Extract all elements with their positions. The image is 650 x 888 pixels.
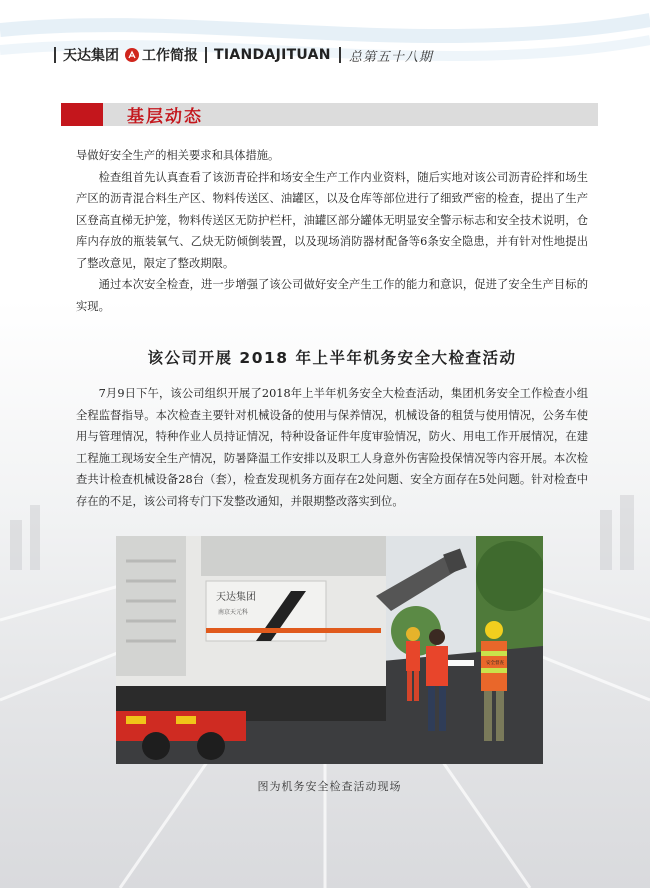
section-accent-block <box>61 103 103 126</box>
article1-body <box>76 145 588 317</box>
article1-paragraph: 通过本次安全检查，进一步增强了该公司做好安全产生工作的能力和意识，促进了安全生产目标的实现。 <box>76 278 588 313</box>
page-header <box>54 40 433 70</box>
article1-paragraph: 检查组首先认真查看了该沥青砼拌和场安全生产工作内业资料，随后实地对该公司沥青砼拌和场生产区的沥青混合料生产区、物料传送区、油罐区，以及仓库等部位进行了细致严密的检查，提出了生产区登高直梯无护笼，物料传送区无防护栏杆，油罐区部分罐体无明显安全警示标志和安全技术说明，仓库内存放的瓶装氧气、乙炔无防倾倒装置，以及现场消防器材配备等6条安全隐患，并有针对性地提出了整改意见，限定了整改期限。 <box>76 170 588 270</box>
article2-title: 该公司开展 2018 年上半年机务安全大检查活动 <box>147 349 517 367</box>
vest-label: 安全督查 <box>486 661 504 666</box>
brief-name: 工作简报 <box>142 48 198 64</box>
header-divider <box>205 47 207 63</box>
section-title: 基层动态 <box>127 107 203 127</box>
latin-name: TIANDAJITUAN <box>214 47 331 63</box>
header-divider <box>339 47 341 63</box>
machine-label-1: 天达集团 <box>216 592 256 603</box>
section-heading-bar <box>61 103 598 126</box>
header-divider <box>54 47 56 63</box>
article2-paragraph: 7月9日下午，该公司组织开展了2018年上半年机务安全大检查活动，集团机务安全工作检查小组全程监督指导。本次检查主要针对机械设备的使用与保养情况，机械设备的租赁与使用情况，公务车使用与管理情况，特种作业人员持证情况，特种设备证件年度审验情况，防火、用电工作开展情况，在建工程施工现场安全生产情况，防暑降温工作安排以及职工人身意外伤害险投保情况等内容开展。本次检查共计检查机械设备28台（套），检查发现机务方面存在2处问题、安全方面存在5处问题。针对检查中存在的不足，该公司将专门下发整改通知，并限期整改落实到位。 <box>76 387 588 508</box>
inspection-photo <box>116 536 543 764</box>
photo-caption: 图为机务安全检查活动现场 <box>257 780 402 793</box>
article1-paragraph: 导做好安全生产的相关要求和具体措施。 <box>76 149 280 162</box>
inspection-scene-illustration <box>116 536 543 764</box>
issue-number: 总第五十八期 <box>348 49 433 65</box>
article2-body <box>76 383 588 512</box>
group-name: 天达集团 <box>63 48 119 64</box>
machine-label-2: 南京天元科 <box>218 609 249 616</box>
company-logo-icon <box>125 48 139 62</box>
